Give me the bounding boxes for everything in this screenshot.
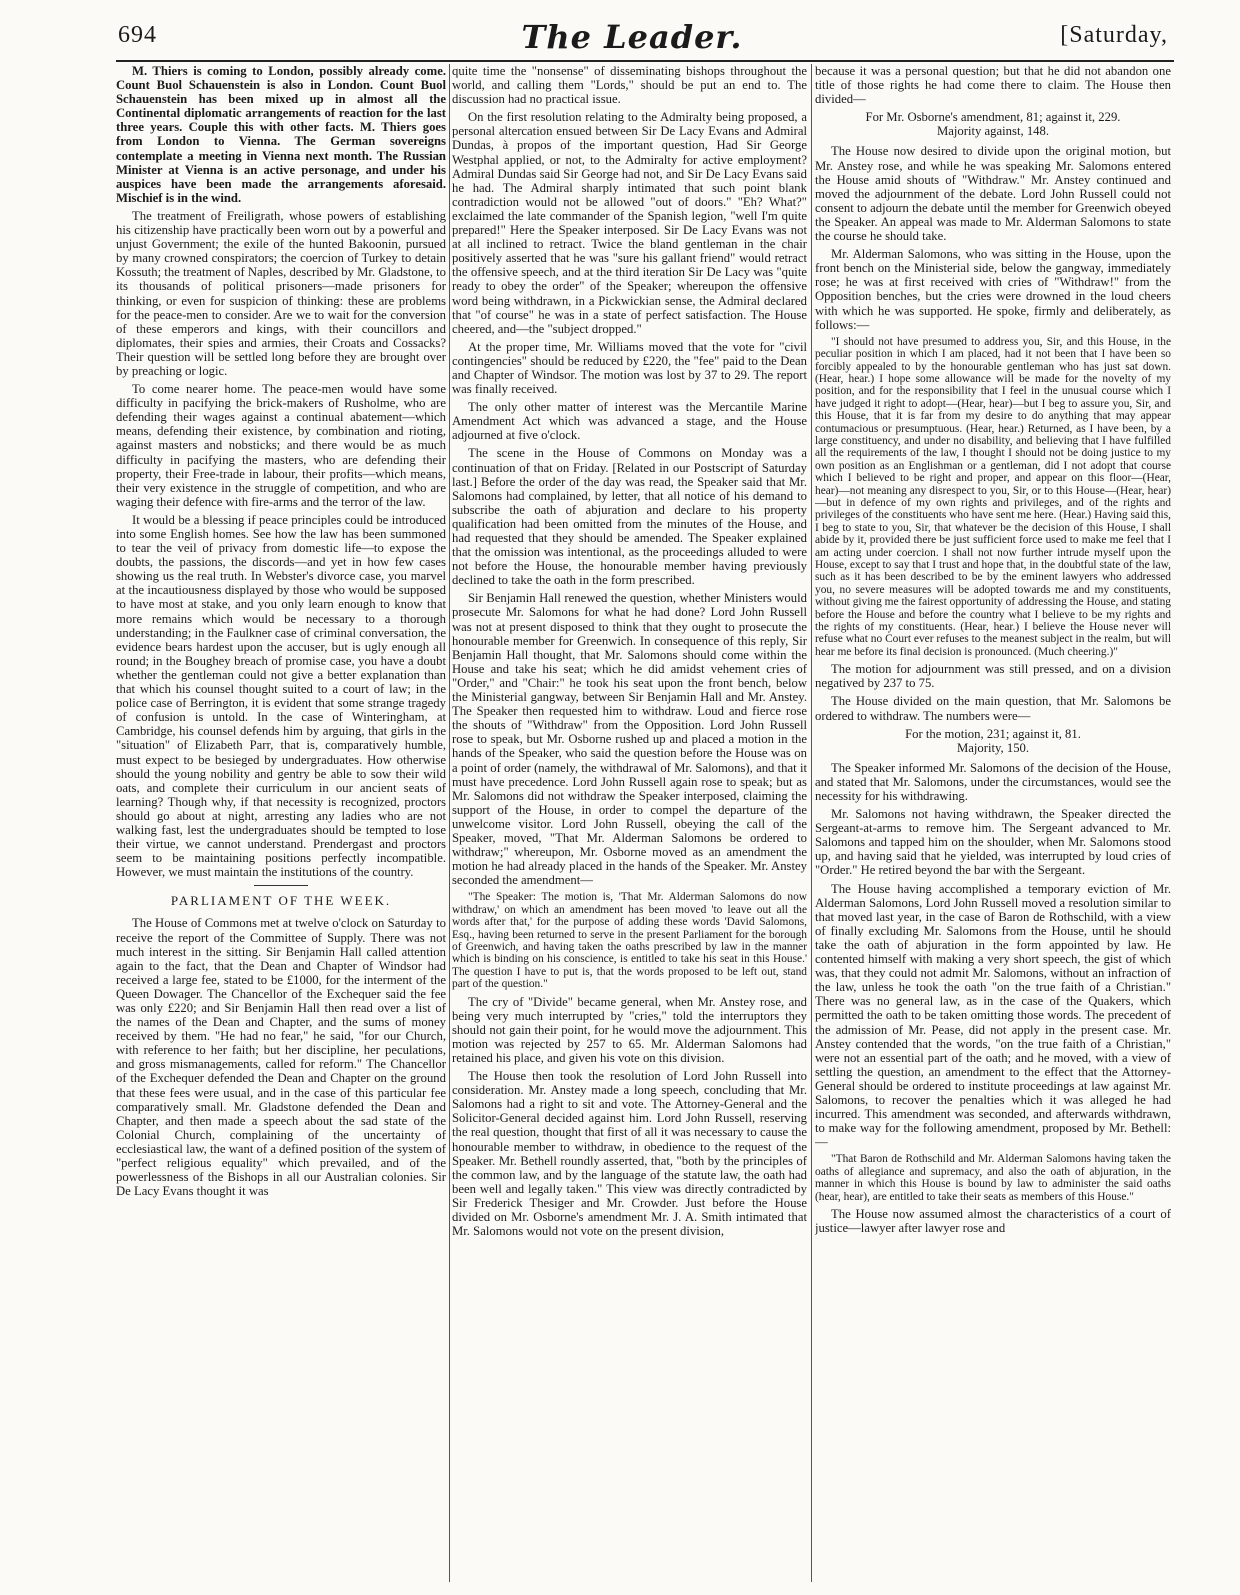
paragraph: To come nearer home. The peace-men would have some difficulty in pacifying the brick-makers of Rusholme, who are defending their wages against a continual abatement—which means, defending their existence, by combination and rioting, against masters and nobsticks; and there would be as much difficulty in pacifying the masters, who are defending their property, their Free-trade in labour, their profits—which means, their very existence in the struggle of competition, and who are waging their defence with fire-arms and the terror of the law. xyxy=(116,382,446,509)
paragraph: It would be a blessing if peace principles could be introduced into some English homes. See how the law has been summoned to tear the veil of privacy from domestic life—to expose the doubts, the passions, the discords—and yet in how few cases showing us the real truth. In Webster's divorce case, you marvel at the incautiousness displayed by those who would be supposed to have most at stake, and you only learn enough to know that more remains which would be necessary to a thorough understanding; in the Faulkner case of criminal conversation, the evidence bears hardest upon the accuser, but is ugly enough all round; in the Boughey breach of promise case, you have a doubt whether the gentleman could not give a better explanation than that which his counsel thought suited to a court of law; in the police case of Berrington, it is evident that some strange tragedy of confusion is untold. In the case of Winteringham, at Cambridge, his counsel defends him by arguing, that girls in the "situation" of Elizabeth Parr, that is, comparatively humble, must expect to be besieged by undergraduates. How otherwise should the young nobility and gentry be able to sow their wild oats, and complete their curriculum in our ancient seats of learning? Though why, if that necessity is recognized, proctors should go about at night, arresting any ladies who are not walking fast, lest the undergraduates should be tempted to lose their virtue, we cannot understand. Prendergast and proctors seem to be maintaining positions perfectly incompatible. However, we must maintain the institutions of the country. xyxy=(116,512,446,880)
paragraph: The House divided on the main question, that Mr. Salomons be ordered to withdraw. The numbers were— xyxy=(815,694,1171,723)
paragraph: The treatment of Freiligrath, whose powers of establishing his citizenship have practically been worn out by a powerful and unjust Government; the exile of the hunted Bakoonin, pursued by many crowned conspirators; the coercion of Turkey to detain Kossuth; the treatment of Naples, described by Mr. Gladstone, to its thousands of political prisoners—made prisoners for thinking, or even for suspicion of thinking: these are problems for the peace-men to consider. Are we to wait for the conversion of these emperors and kings, with their councillors and diplomates, their spies and armies, their Croats and Cossacks? Their question will be settled long before they are brought over by preaching or logic. xyxy=(116,208,446,378)
division-line: For the motion, 231; against it, 81. xyxy=(905,726,1081,741)
paragraph: At the proper time, Mr. Williams moved that the vote for "civil contingencies" should be reduced by £220, the "fee" paid to the Dean and Chapter of Windsor. The motion was lost by 37 to 29. The report was finally received. xyxy=(452,339,807,397)
masthead: The Leader. xyxy=(521,18,743,56)
division-line: For Mr. Osborne's amendment, 81; against it, 229. xyxy=(865,110,1121,125)
quotation: "I should not have presumed to address you, Sir, and this House, in the peculiar position in which I am placed, had it not been that I have been so forcibly appealed to by the honourable gentleman who has just sat down. (Hear, hear.) I hope some allowance will be made for the novelty of my position, and for the responsibility that I feel in the unusual course which I have judged it right to adopt—(Hear, hear)—but I beg to assure you, Sir, and this House, that it is far from my desire to do anything that may appear contumacious or presumptuous. (Hear, hear.) Returned, as I have been, by a large constituency, and under no disability, and believing that I have fulfilled all the requirements of the law, I thought I should not be doing justice to my own position as an Englishman or a gentleman, did I not adopt that course which I believed to be right and proper, and appear on this floor—(Hear, hear)—not meaning any disrespect to you, Sir, or to this House—(Hear, hear)—but in defence of my own rights and privileges, and of the rights and privileges of the constituents who have sent me here. (Hear.) Having said this, I beg to state to you, Sir, that whatever be the decision of this House, I shall abide by it, provided there be just sufficient force used to make me feel that I am acting under coercion. I shall not now further intrude myself upon the House, except to say that I trust and hope that, in the doubtful state of the law, such as it has been described to be by the eminent lawyers who addressed you, no severe measures will be adopted towards me and my constituents, without giving me the fairest opportunity of addressing the House, and stating before the House and before the country what I believe to be my rights and the rights of my constituents. (Hear, hear.) I believe the House never will refuse what no Court ever refuses to the meanest subject in the realm, but will hear me before its final decision is pronounced. (Much cheering.)" xyxy=(815,335,1171,658)
paragraph: M. Thiers is coming to London, possibly already come. Count Buol Schauenstein is also in London. Count Buol Schauenstein has been mixed up in almost all the Continental diplomatic arrangements of reaction for the last three years. Couple this with other facts. M. Thiers goes from London to Vienna. The German sovereigns contemplate a meeting in Vienna next month. The Russian Minister at Vienna is an active personage, and under his auspices have been made the arrangements aforesaid. Mischief is in the wind. xyxy=(116,64,446,205)
paragraph: Mr. Salomons not having withdrawn, the Speaker directed the Sergeant-at-arms to remove him. The Sergeant advanced to Mr. Salomons and tapped him on the shoulder, when Mr. Salomons stood up, and having said that he yielded, was interrupted by loud cries of "Order." He retired beyond the bar with the Sergeant. xyxy=(815,807,1171,878)
quotation: "That Baron de Rothschild and Mr. Alderman Salomons having taken the oaths of allegiance and supremacy, and also the oath of abjuration, in the manner in which this House is bound by law to administer the said oaths (hear, hear), are entitled to take their seats as members of this House." xyxy=(815,1153,1171,1203)
header-rule xyxy=(116,60,1174,62)
column-1 xyxy=(116,64,446,1582)
paragraph: The motion for adjournment was still pressed, and on a division negatived by 237 to 75. xyxy=(815,662,1171,691)
division-line: Majority against, 148. xyxy=(936,124,1050,139)
page-number: 694 xyxy=(118,22,157,48)
paragraph: The House now assumed almost the characteristics of a court of justice—lawyer after lawyer rose and xyxy=(815,1206,1171,1236)
section-title: PARLIAMENT OF THE WEEK. xyxy=(170,893,392,909)
column-divider xyxy=(811,64,812,1582)
paragraph: The Speaker informed Mr. Salomons of the decision of the House, and stated that Mr. Salomons, under the circumstances, would see the necessity for his withdrawing. xyxy=(815,760,1171,803)
column-3 xyxy=(815,64,1171,1582)
paragraph: The only other matter of interest was the Mercantile Marine Amendment Act which was advanced a stage, and the House adjourned at five o'clock. xyxy=(452,400,807,443)
paragraph: On the first resolution relating to the Admiralty being proposed, a personal altercation ensued between Sir De Lacy Evans and Admiral Dundas, à propos of the important question, Had Sir George Westphal applied, or not, to the Admiralty for active employment? Admiral Dundas said Sir George had not, and Sir De Lacy Evans said he had. The Admiral sharply intimated that such point blank contradiction would not be allowed "out of doors." "Eh? What?" exclaimed the late commander of the Spanish legion, "well I'm quite prepared!" Here the Speaker interposed. Sir De Lacy Evans was not at all inclined to retract. Twice the bland gentleman in the chair positively asserted that he was "sure his gallant friend" would retract the offensive speech, and at the third iteration Sir De Lacy was "quite ready to obey the order" of the Speaker; whereupon the offensive word being withdrawn, in a Pickwickian sense, the Admiral declared that "of course" he was in a state of perfect satisfaction. The House cheered, and—the "subject dropped." xyxy=(452,110,807,336)
paragraph: The cry of "Divide" became general, when Mr. Anstey rose, and being very much interrupted by "cries," told the interruptors they should not gain their point, for he would move the adjournment. This motion was rejected by 257 to 65. Mr. Alderman Salomons had retained his place, and given his vote on this division. xyxy=(452,994,807,1065)
paragraph: because it was a personal question; but that he did not abandon one title of those rights he had come there to claim. The House then divided— xyxy=(815,64,1171,107)
paragraph: The House then took the resolution of Lord John Russell into consideration. Mr. Anstey made a long speech, concluding that Mr. Salomons had a right to sit and vote. The Attorney-General and the Solicitor-General decided against him. Lord John Russell, reserving the real question, thought that first of all it was necessary to cause the honourable member to withdraw, in obedience to the request of the Speaker. Mr. Bethell roundly asserted, that, "both by the principles of the common law, and by the language of the statute law, the oath had been well and legally taken." This view was directly contradicted by Sir Frederick Thesiger and Mr. Crowder. Just before the House divided on Mr. Osborne's amendment Mr. J. A. Smith intimated that Mr. Salomons would not vote on the present division, xyxy=(452,1069,807,1239)
quotation: "The Speaker: The motion is, 'That Mr. Alderman Salomons do now withdraw,' on which an amendment has been moved 'to leave out all the words after that,' for the purpose of adding these words 'David Salomons, Esq., having been returned to serve in the present Parliament for the borough of Greenwich, and having taken the oaths prescribed by law in the manner which is binding on his conscience, is entitled to take his seat in this House.' The question I have to put is, that the words proposed to be left out, stand part of the question." xyxy=(452,891,807,991)
paragraph: The House now desired to divide upon the original motion, but Mr. Anstey rose, and while he was speaking Mr. Salomons entered the House amid shouts of "Withdraw." Mr. Anstey continued and moved the adjournment of the debate. Lord John Russell could not consent to adjourn the debate until the member for Greenwich obeyed the Speaker. An appeal was made to Mr. Alderman Salomons to state the course he should take. xyxy=(815,144,1171,244)
paragraph: The scene in the House of Commons on Monday was a continuation of that on Friday. [Related in our Postscript of Saturday last.] Before the order of the day was read, the Speaker said that Mr. Salomons had complained, by letter, that all notice of his demand to subscribe the oath of abjuration and declare to his property qualification had been omitted from the minutes of the House, and had requested that they should be amended. The Speaker explained that the omission was intentional, as the proceedings alluded to were not before the House, the honourable member having previously declined to take the oath in the form prescribed. xyxy=(452,446,807,588)
division-result xyxy=(815,727,1171,755)
paragraph: The House having accomplished a temporary eviction of Mr. Alderman Salomons, Lord John Russell moved a resolution similar to that moved last year, in the case of Baron de Rothschild, with a view of finally excluding Mr. Salomons from the House, until he should take the oath of abjuration in the form appointed by law. He contented himself with making a very short speech, the gist of which was, that they could not admit Mr. Salomons, without an infraction of the law, unless he took the oath "on the true faith of a Christian." There was no general law, as in the case of the Quakers, which permitted the oath to be taken omitting those words. The precedent of the admission of Mr. Pease, did not apply in the present case. Mr. Anstey contended that the words, "on the true faith of a Christian," were not an essential part of the oath; and he moved, with a view of settling the question, an amendment to the effect that the Attorney-General should be ordered to institute proceedings at law against Mr. Salomons, to recover the penalties which it was alleged he had incurred. This amendment was seconded, and afterwards withdrawn, to make way for the following amendment, proposed by Mr. Bethell:— xyxy=(815,881,1171,1150)
page-header xyxy=(92,18,1172,56)
section-rule xyxy=(254,885,308,886)
paragraph: quite time the "nonsense" of disseminating bishops throughout the world, and calling them "Lords," should be put an end to. The discussion had no practical issue. xyxy=(452,64,807,107)
division-result xyxy=(815,110,1171,138)
paragraph: Mr. Alderman Salomons, who was sitting in the House, upon the front bench on the Ministerial side, below the gangway, immediately rose; he was at first received with cries of "Withdraw!" from the Opposition benches, but the cries were drowned in the loud cheers with which he was supported. He spoke, firmly and deliberately, as follows:— xyxy=(815,247,1171,332)
division-line: Majority, 150. xyxy=(956,740,1030,755)
column-divider xyxy=(449,64,450,1582)
column-2 xyxy=(452,64,807,1582)
header-day: [Saturday, xyxy=(1060,22,1168,48)
paragraph: Sir Benjamin Hall renewed the question, whether Ministers would prosecute Mr. Salomons for what he had done? Lord John Russell was not at present disposed to think that they ought to prosecute the honourable member for Greenwich. In consequence of this reply, Sir Benjamin Hall thought, that Mr. Salomons should come within the House and take his seat; which he did amidst vehement cries of "Order," and "Chair:" he took his seat upon the front bench, below the Ministerial gangway, between Sir Benjamin Hall and Mr. Anstey. The Speaker then requested him to withdraw. Loud and fierce rose the shouts of "Withdraw" from the Opposition. Lord John Russell rose to speak, but Mr. Osborne rushed up and placed a motion in the hands of the Speaker, who said the question before the House was on a point of order (namely, the withdrawal of Mr. Salomons), and that it must have precedence. Lord John Russell again rose to speak; but as Mr. Salomons did not withdraw the Speaker interposed, claiming the support of the House, in order to compel the departure of the unwelcome visitor. Lord John Russell, obeying the call of the Speaker, moved, "That Mr. Alderman Salomons be ordered to withdraw;" whereupon, Mr. Osborne moved as an amendment the motion he had already placed in the hands of the Speaker. Mr. Anstey seconded the amendment— xyxy=(452,591,807,888)
paragraph: The House of Commons met at twelve o'clock on Saturday to receive the report of the Committee of Supply. There was not much interest in the sitting. Sir Benjamin Hall called attention again to the fact, that the Dean and Chapter of Windsor had received a large fee, stated to be £1000, for the interment of the Queen Dowager. The Chancellor of the Exchequer said the fee was only £220; and Sir Benjamin Hall then read over a list of the names of the Dean and Chapter, and the sums of money received by them. "He had no fear," he said, "for our Church, with reference to her faith; but her discipline, her peculations, and gross mismanagements, called for reform." The Chancellor of the Exchequer defended the Dean and Chapter on the ground that these fees were usual, and in the case of this particular fee comparatively small. Mr. Gladstone defended the Dean and Chapter, and then made a speech about the sad state of the Colonial Church, complaining of the uncertainty of ecclesiastical law, the want of a defined position of the system of "perfect religious equality" which prevailed, and of the powerlessness of the Bishops in all our Australian colonies. Sir De Lacy Evans thought it was xyxy=(116,916,446,1199)
